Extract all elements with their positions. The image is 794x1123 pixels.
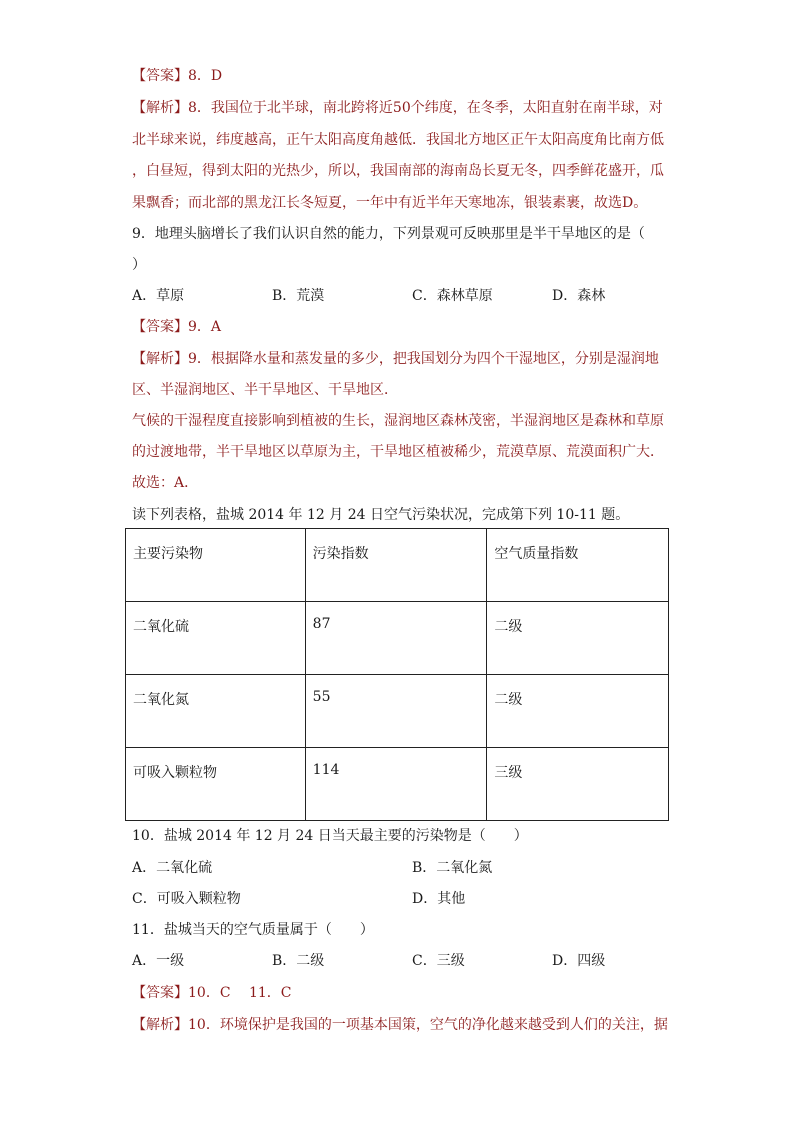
q11-question: 11．盐城当天的空气质量属于（ ） bbox=[132, 922, 374, 938]
table-header-cell: 主要污染物 bbox=[126, 529, 306, 602]
analysis-tag: 【解析】 bbox=[132, 1017, 188, 1033]
table-row bbox=[126, 748, 669, 821]
q8-analysis-line: 【解析】8．我国位于北半球，南北跨将近50个纬度，在冬季，太阳直射在南半球，对 bbox=[132, 100, 663, 116]
q10-option-a: A．二氧化硫 bbox=[132, 860, 213, 876]
q9-analysis-line: 【解析】9．根据降水量和蒸发量的多少，把我国划分为四个干湿地区，分别是湿润地 bbox=[132, 351, 659, 367]
answer-tag: 【答案】 bbox=[132, 68, 188, 84]
analysis-tag: 【解析】 bbox=[132, 100, 188, 116]
table-intro: 读下列表格，盐城 2014 年 12 月 24 日空气污染状况，完成第下列 10-11 题。 bbox=[132, 507, 630, 523]
table-cell: 可吸入颗粒物 bbox=[126, 748, 306, 821]
q8-analysis-line: 北半球来说，纬度越高，正午太阳高度角越低．我国北方地区正午太阳高度角比南方低 bbox=[132, 132, 664, 148]
pollution-table bbox=[125, 528, 669, 821]
q10-question: 10．盐城 2014 年 12 月 24 日当天最主要的污染物是（ ） bbox=[132, 828, 528, 844]
q9-analysis-line: 的过渡地带，半干旱地区以草原为主，干旱地区植被稀少，荒漠草原、荒漠面积广大． bbox=[132, 444, 664, 460]
q9-analysis-line: 区、半湿润地区、半干旱地区、干旱地区． bbox=[132, 382, 398, 398]
table-cell: 二氧化氮 bbox=[126, 675, 306, 748]
q9-option-a: A．草原 bbox=[132, 288, 185, 304]
q8-analysis-line: 果飘香；而北部的黑龙江长冬短夏，一年中有近半年天寒地冻，银装素裹，故选D。 bbox=[132, 195, 648, 211]
analysis-tag: 【解析】 bbox=[132, 351, 188, 367]
table-row bbox=[126, 675, 669, 748]
q9-option-c: C．森林草原 bbox=[412, 288, 493, 304]
q11-option-c: C．三级 bbox=[412, 953, 465, 969]
q10-11-answer bbox=[132, 984, 672, 1002]
answer-tag: 【答案】 bbox=[132, 319, 188, 335]
q9-question-line: ） bbox=[132, 257, 146, 273]
answer-text: 8．D bbox=[188, 68, 223, 84]
q8-analysis-line: ，白昼短，得到太阳的光热少，所以，我国南部的海南岛长夏无冬，四季鲜花盛开，瓜 bbox=[132, 163, 664, 179]
q10-11-analysis-line: 【解析】10．环境保护是我国的一项基本国策，空气的净化越来越受到人们的关注，据 bbox=[132, 1017, 668, 1033]
q8-answer bbox=[132, 67, 672, 85]
table-cell: 55 bbox=[305, 675, 487, 748]
table-header-row bbox=[126, 529, 669, 602]
table-cell: 二级 bbox=[487, 675, 669, 748]
table-cell: 87 bbox=[305, 602, 487, 675]
q10-option-c: C．可吸入颗粒物 bbox=[132, 891, 241, 907]
answer-text: 9．A bbox=[188, 319, 222, 335]
table-header-cell: 空气质量指数 bbox=[487, 529, 669, 602]
q10-option-d: D．其他 bbox=[412, 891, 466, 907]
answer-tag: 【答案】 bbox=[132, 985, 188, 1001]
q9-option-d: D．森林 bbox=[552, 288, 606, 304]
q9-analysis-line: 故选：A． bbox=[132, 475, 199, 491]
q9-answer bbox=[132, 318, 672, 336]
table-cell: 114 bbox=[305, 748, 487, 821]
q11-option-b: B．二级 bbox=[272, 953, 325, 969]
q9-option-b: B．荒漠 bbox=[272, 288, 325, 304]
table-header-cell: 污染指数 bbox=[305, 529, 487, 602]
q10-option-b: B．二氧化氮 bbox=[412, 860, 493, 876]
q11-option-a: A．一级 bbox=[132, 953, 185, 969]
table-row bbox=[126, 602, 669, 675]
q11-option-d: D．四级 bbox=[552, 953, 606, 969]
table-cell: 三级 bbox=[487, 748, 669, 821]
q9-analysis-line: 气候的干湿程度直接影响到植被的生长，湿润地区森林茂密，半湿润地区是森林和草原 bbox=[132, 413, 664, 429]
q9-question-line: 9．地理头脑增长了我们认识自然的能力，下列景观可反映那里是半干旱地区的是（ bbox=[132, 226, 645, 242]
answer-text: 10．C 11．C bbox=[188, 985, 292, 1001]
table-cell: 二级 bbox=[487, 602, 669, 675]
table-cell: 二氧化硫 bbox=[126, 602, 306, 675]
